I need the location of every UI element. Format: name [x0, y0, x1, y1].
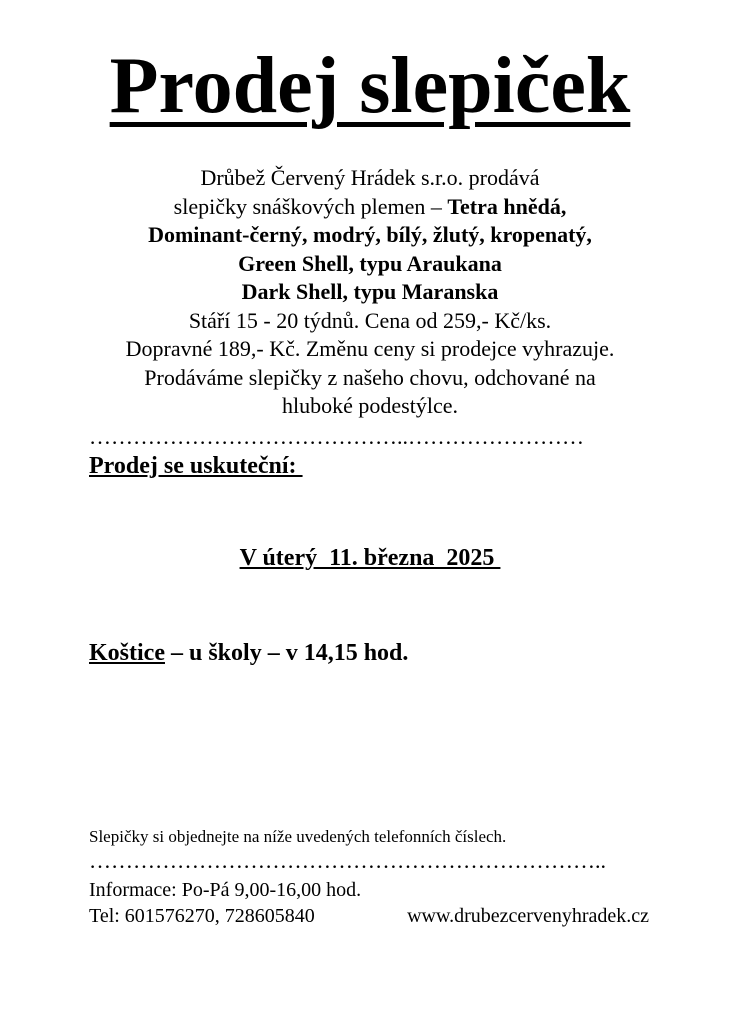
order-note: Slepičky si objednejte na níže uvedených telefonních číslech.: [89, 827, 507, 846]
intro-breeds-label: slepičky snáškových plemen –: [173, 193, 448, 219]
intro-line-breeds-start: [80, 193, 660, 222]
contact-phones: Tel: 601576270, 728605840: [89, 905, 315, 927]
separator-dots-top: ……………………………………..……………………: [89, 424, 584, 449]
sale-place-details: – u školy – v 14,15 hod.: [164, 640, 409, 666]
intro-line-dominant: Dominant-černý, modrý, bílý, žlutý, kropenatý,: [148, 222, 592, 247]
intro-line-bedding: hluboké podestýlce.: [282, 393, 458, 418]
contact-info-hours: Informace: Po-Pá 9,00-16,00 hod.: [89, 879, 362, 901]
intro-line-dark-shell: Dark Shell, typu Maranska: [241, 279, 499, 304]
intro-breed-tetra: Tetra hnědá,: [447, 193, 567, 219]
sale-date: V úterý 11. března 2025: [239, 545, 501, 571]
intro-line-delivery: Dopravné 189,- Kč. Změnu ceny si prodejce vyhrazuje.: [125, 336, 615, 361]
contact-website: www.drubezcervenyhradek.cz: [407, 905, 649, 927]
page-title-text: Prodej slepiček: [109, 42, 631, 130]
sale-place: [89, 638, 408, 668]
intro-line-age-price: Stáří 15 - 20 týdnů. Cena od 259,- Kč/ks.: [188, 307, 552, 333]
intro-line-company: Drůbež Červený Hrádek s.r.o. prodává: [200, 165, 540, 190]
separator-dots-bottom: ……………………………………………………………..: [89, 848, 606, 873]
intro-line-green-shell: Green Shell, typu Araukana: [238, 250, 502, 276]
intro-block: [80, 164, 660, 421]
page-title: [0, 36, 740, 136]
sale-heading: Prodej se uskuteční:: [89, 453, 303, 479]
contact-line: [89, 903, 649, 929]
sale-town: Koštice: [89, 640, 165, 666]
intro-line-origin: Prodáváme slepičky z našeho chovu, odchované na: [144, 364, 596, 390]
